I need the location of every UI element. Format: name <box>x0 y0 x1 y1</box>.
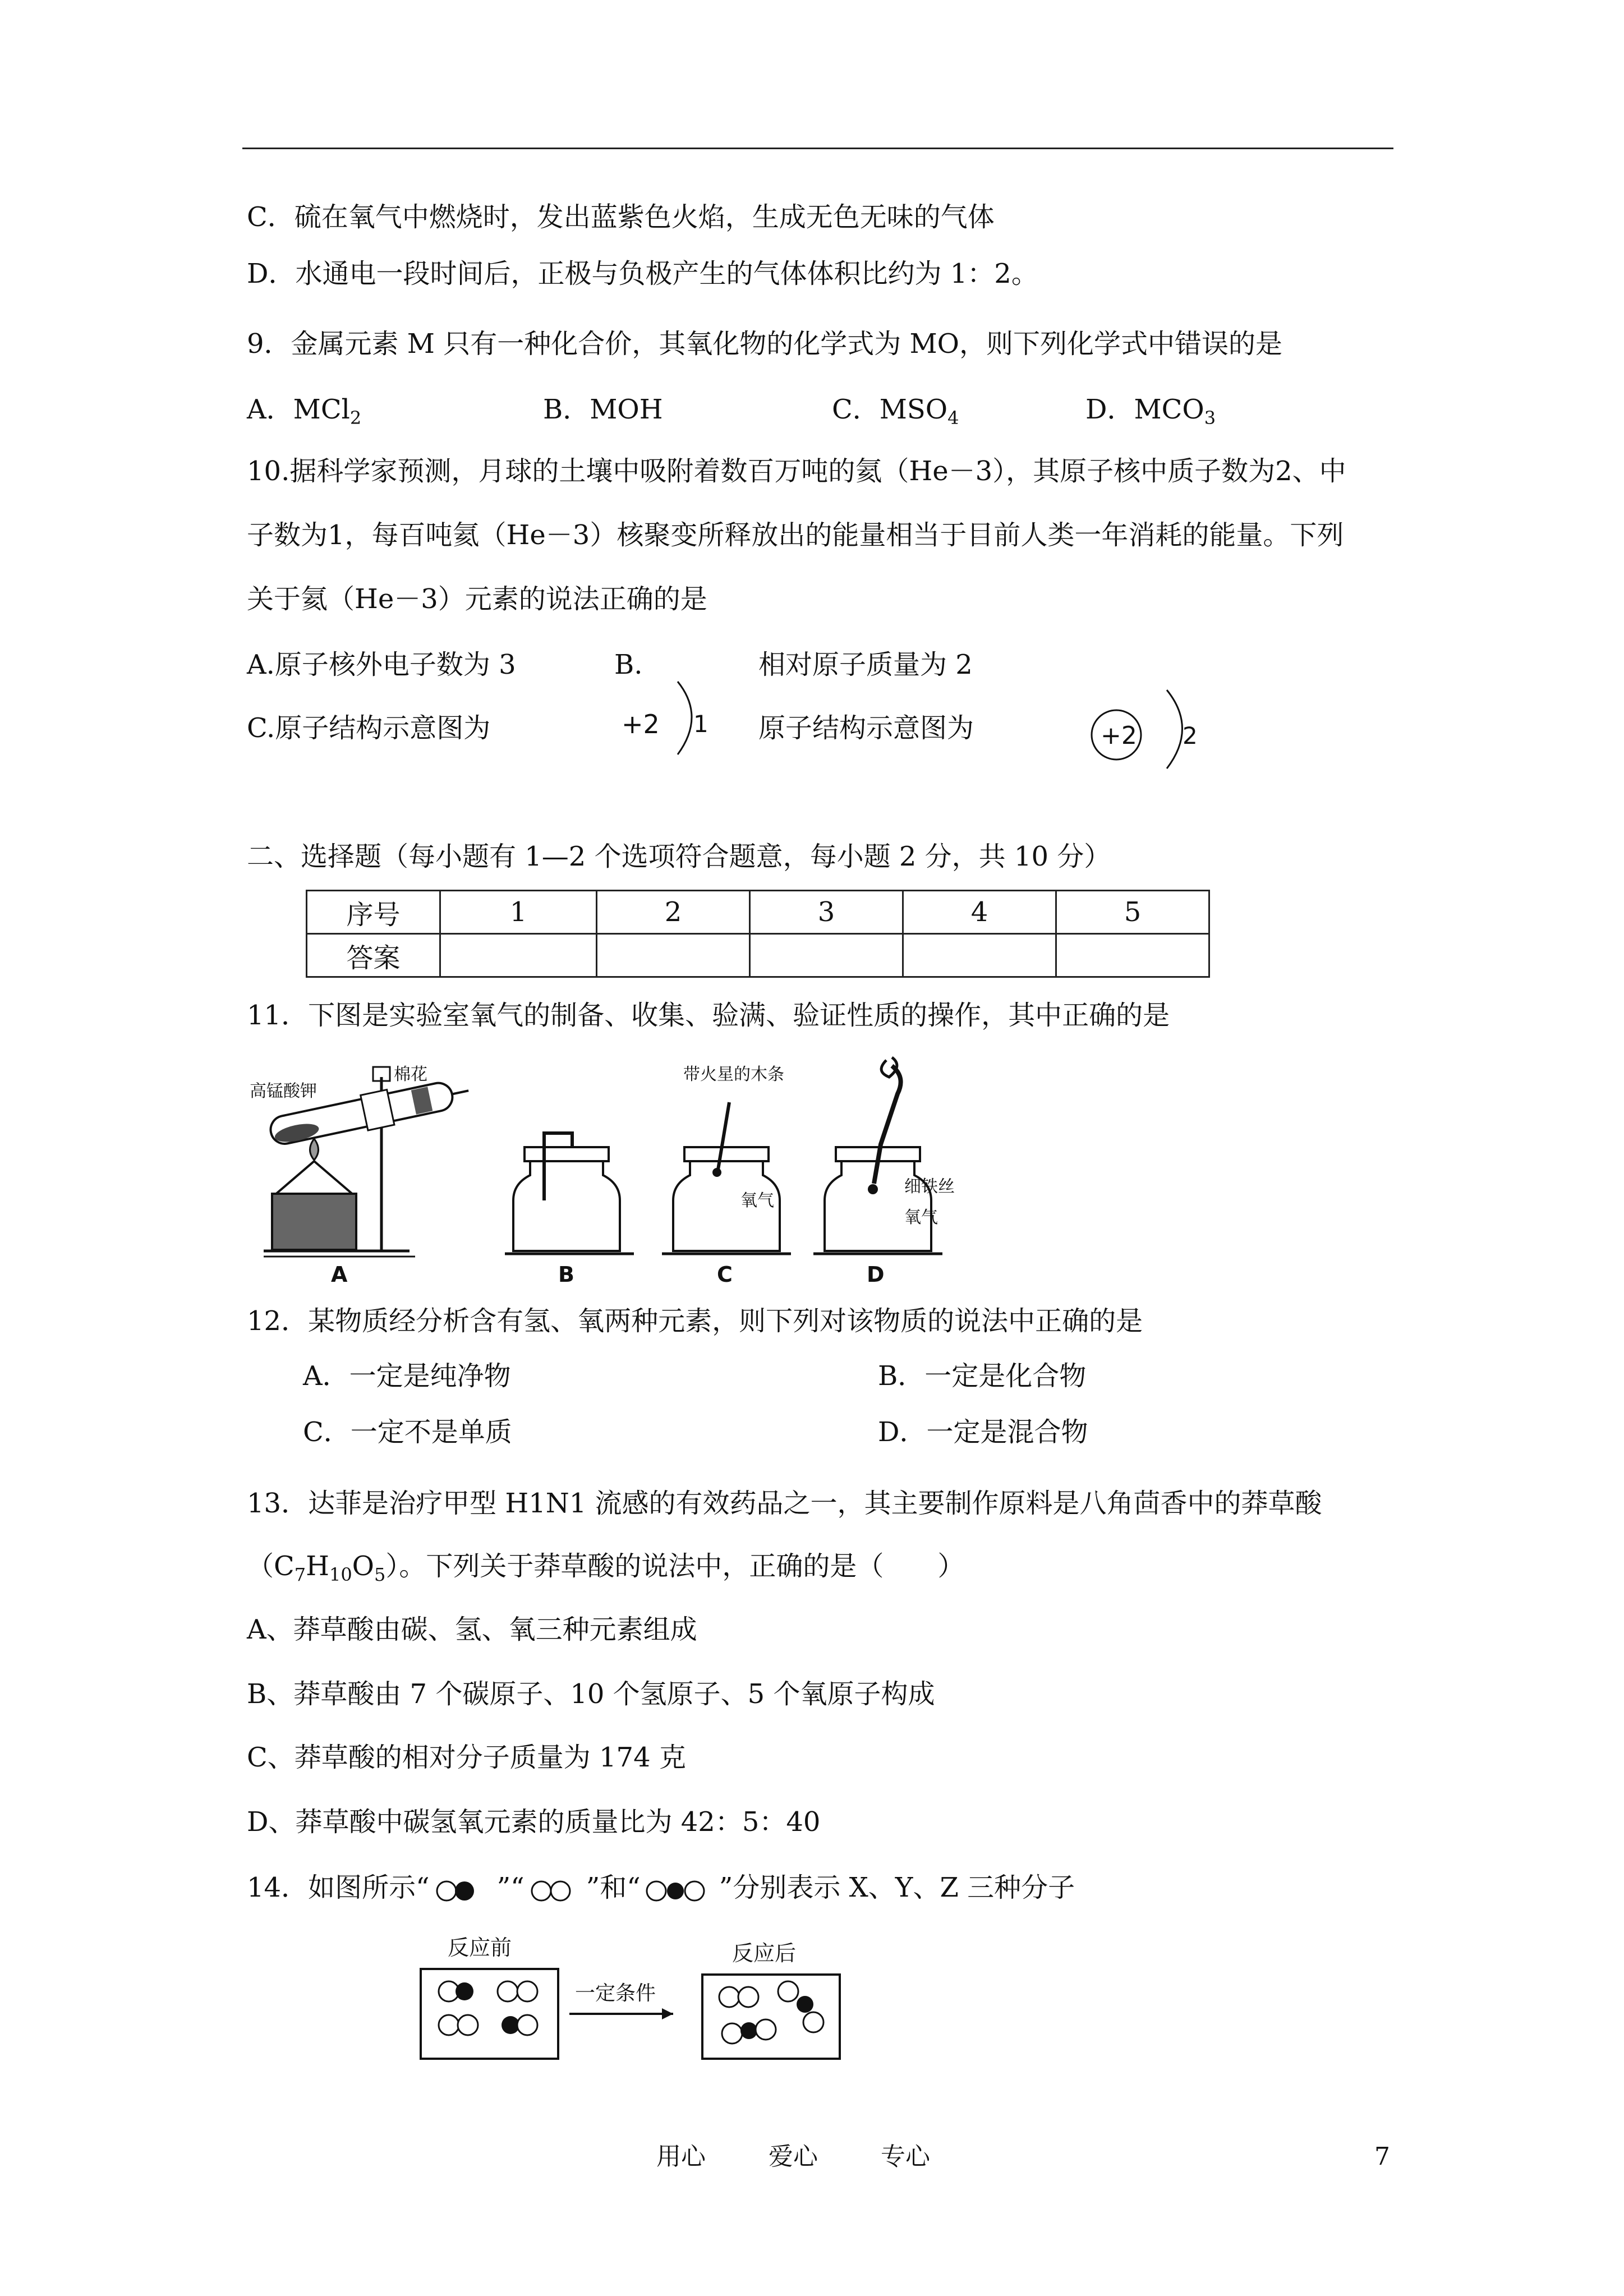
q10-option-a: A.原子核外电子数为 3 <box>247 649 516 680</box>
oxygen-experiment-figure <box>247 1055 1088 1290</box>
q10-option-b-label: B. <box>614 649 643 680</box>
answer-cell-2[interactable] <box>597 934 750 977</box>
q9-stem: 9．金属元素 M 只有一种化合价，其氧化物的化学式为 MO，则下列化学式中错误的是 <box>247 328 1282 360</box>
section-2-heading: 二、选择题（每小题有 1—2 个选项符合题意，每小题 2 分，共 10 分） <box>247 841 1111 872</box>
label-before: 反应前 <box>448 1935 512 1960</box>
apparatus-c <box>662 1065 791 1287</box>
molecule-x-icon <box>430 1878 497 1902</box>
q10-line-1: 10.据科学家预测，月球的土壤中吸附着数百万吨的氦（He－3），其原子核中质子数为2、中 <box>247 455 1346 487</box>
answer-table-row-number <box>307 891 1209 934</box>
label-d: D <box>867 1262 885 1287</box>
label-after: 反应后 <box>732 1941 797 1966</box>
footer-word-3: 专心 <box>881 2142 930 2171</box>
atom-c-nucleus-label: +2 <box>622 709 660 739</box>
reaction-diagram <box>415 1930 909 2064</box>
answer-table-row-answer <box>307 934 1209 977</box>
answer-cell-1[interactable] <box>440 934 597 977</box>
label-splint: 带火星的木条 <box>683 1065 784 1084</box>
answer-cell-5[interactable] <box>1056 934 1209 977</box>
q12-stem: 12．某物质经分析含有氢、氧两种元素，则下列对该物质的说法中正确的是 <box>247 1305 1143 1337</box>
q13-option-d: D、莽草酸中碳氢氧元素的质量比为 42：5：40 <box>247 1806 821 1838</box>
q13-option-c: C、莽草酸的相对分子质量为 174 克 <box>247 1742 686 1773</box>
answer-cell-3[interactable] <box>750 934 903 977</box>
q12-option-d: D．一定是混合物 <box>878 1416 1088 1448</box>
q14-stem: 14．如图所示“ ”“ ”和“ ”分别表示 X、Y、Z 三种分子 <box>247 1872 1075 1903</box>
q13-line-2: $(C_7H_{10}O_5)$。下列关于莽草酸的说法中，正确的是（ ） <box>247 1550 965 1585</box>
q13-line-1: 13．达菲是治疗甲型 H1N1 流感的有效药品之一，其主要制作原料是八角茴香中的莽草酸 <box>247 1488 1322 1519</box>
label-cotton: 棉花 <box>394 1065 427 1084</box>
q9-option-a: A．MCl$_2$ <box>247 394 362 429</box>
q10-option-d-text: 原子结构示意图为 <box>758 712 974 744</box>
q11-stem: 11．下图是实验室氧气的制备、收集、验满、验证性质的操作，其中正确的是 <box>247 1000 1170 1031</box>
label-condition: 一定条件 <box>575 1982 656 2005</box>
label-wire: 细铁丝 <box>904 1177 955 1197</box>
q12-option-c: C．一定不是单质 <box>303 1416 512 1448</box>
answer-table-header-2: 2 <box>597 891 750 934</box>
label-oxygen-d: 氧气 <box>904 1208 938 1227</box>
label-a: A <box>331 1262 348 1287</box>
atom-diagram-c <box>606 670 718 766</box>
apparatus-b <box>505 1133 634 1287</box>
molecule-z-icon <box>641 1878 719 1902</box>
label-oxygen-c: 氧气 <box>740 1191 774 1211</box>
atom-c-shell-arc <box>678 682 692 754</box>
q10-line-2: 子数为1，每百吨氦（He－3）核聚变所释放出的能量相当于目前人类一年消耗的能量。下列 <box>247 519 1344 551</box>
atom-diagram-d <box>1077 678 1212 773</box>
box-before <box>421 1969 558 2059</box>
answer-table-header-3: 3 <box>750 891 903 934</box>
answer-cell-4[interactable] <box>903 934 1056 977</box>
atom-c-shell-count: 1 <box>693 710 709 738</box>
q10-option-c: C.原子结构示意图为 <box>247 712 491 744</box>
q10-option-b-text: 相对原子质量为 2 <box>758 649 973 680</box>
atom-d-nucleus-label: +2 <box>1101 721 1137 750</box>
q8-option-d: D．水通电一段时间后，正极与负极产生的气体体积比约为 1：2。 <box>247 258 1038 289</box>
q8-option-c: C．硫在氧气中燃烧时，发出蓝紫色火焰，生成无色无味的气体 <box>247 201 995 233</box>
molecule-y-icon <box>525 1878 586 1902</box>
apparatus-d <box>813 1057 955 1287</box>
apparatus-a <box>250 1065 472 1287</box>
q13-option-a: A、莽草酸由碳、氢、氧三种元素组成 <box>247 1614 697 1645</box>
footer-word-1: 用心 <box>656 2142 706 2171</box>
q9-option-d: D．$MCO_3$ <box>1085 394 1216 429</box>
footer-word-2: 爱心 <box>769 2142 818 2171</box>
answer-table-header-4: 4 <box>903 891 1056 934</box>
q13-option-b: B、莽草酸由 7 个碳原子、10 个氢原子、5 个氧原子构成 <box>247 1678 935 1710</box>
page-number: 7 <box>1374 2142 1390 2171</box>
label-b: B <box>558 1262 574 1287</box>
q10-line-3: 关于氦（He－3）元素的说法正确的是 <box>247 583 707 615</box>
answer-table-label-number: 序号 <box>307 891 440 934</box>
header-rule <box>242 148 1393 149</box>
label-c: C <box>717 1262 733 1287</box>
q13-answer-paren: （ ） <box>857 1550 965 1582</box>
label-kmno4: 高锰酸钾 <box>250 1082 317 1101</box>
atom-d-shell-count: 2 <box>1183 722 1198 749</box>
q9-option-c: C．$MSO_4$ <box>832 394 959 429</box>
answer-table <box>306 890 1210 978</box>
q9-option-b: B．MOH <box>543 394 663 425</box>
answer-table-header-5: 5 <box>1056 891 1209 934</box>
answer-table-header-1: 1 <box>440 891 597 934</box>
q12-option-b: B．一定是化合物 <box>878 1360 1087 1392</box>
atom-d-shell-arc <box>1167 690 1183 769</box>
q12-option-a: A．一定是纯净物 <box>303 1360 511 1392</box>
answer-table-label-answer: 答案 <box>307 934 440 977</box>
